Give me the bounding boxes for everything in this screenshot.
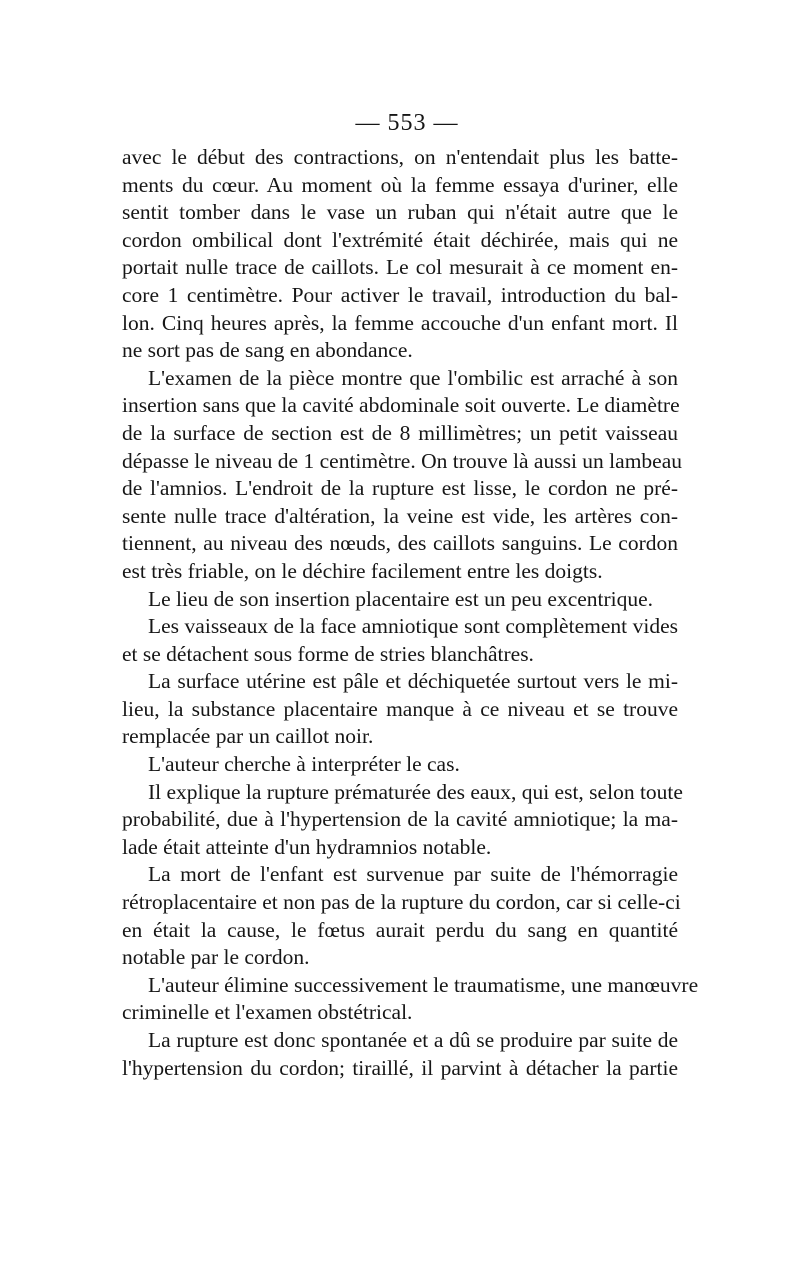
text-line: L'auteur élimine successivement le traumatisme, une manœuvre [148,972,699,997]
paragraph [122,779,683,862]
paragraph [122,613,678,668]
text-line: lade était atteinte d'un hydramnios notable. [122,834,492,859]
text-line: et se détachent sous forme de stries blanchâtres. [122,641,534,666]
text-line: La rupture est donc spontanée et a dû se produire par suite de [148,1028,678,1052]
text-line: La surface utérine est pâle et déchiquetée surtout vers le mi- [148,669,678,694]
text-line: Les vaisseaux de la face amniotique sont complètement vides [148,614,678,639]
paragraph [122,365,682,586]
text-line: ments du cœur. Au moment où la femme essaya d'uriner, elle [122,172,678,197]
text-line: de la surface de section est de 8 millimètres; un petit vaisseau [122,420,678,445]
paragraph [122,751,678,779]
paragraph [122,668,678,751]
text-line: probabilité, due à l'hypertension de la cavité amniotique; la ma- [122,807,678,832]
text-line: ne sort pas de sang en abondance. [122,338,413,363]
text-line: en était la cause, le fœtus aurait perdu du sang en quantité [122,917,678,942]
text-line: rétroplacentaire et non pas de la rupture du cordon, car si celle-ci [122,890,681,915]
text-line: lieu, la substance placentaire manque à ce niveau et se trouve [122,696,678,721]
paragraph [122,861,681,971]
text-line: remplacée par un caillot noir. [122,724,374,749]
text-line: L'examen de la pièce montre que l'ombilic est arraché à son [148,365,678,390]
text-line: notable par le cordon. [122,945,310,970]
text-line: l'hypertension du cordon; tiraillé, il parvint à détacher la partie [122,1055,678,1080]
text-line: La mort de l'enfant est survenue par suite de l'hémorragie [148,862,678,887]
page-number: — 553 — [355,110,459,136]
text-line: lon. Cinq heures après, la femme accouche d'un enfant mort. Il [122,310,678,335]
text-line: insertion sans que la cavité abdominale soit ouverte. Le diamètre [122,393,680,418]
paragraph [122,586,678,614]
text-line: Il explique la rupture prématurée des eaux, qui est, selon toute [148,779,683,804]
text-line: criminelle et l'examen obstétrical. [122,1000,413,1025]
text-line: cordon ombilical dont l'extrémité était déchirée, mais qui ne [122,227,678,252]
text-line: de l'amnios. L'endroit de la rupture est lisse, le cordon ne pré- [122,476,678,501]
text-line: est très friable, on le déchire facilement entre les doigts. [122,558,603,583]
body-text [122,144,699,1082]
text-line: portait nulle trace de caillots. Le col mesurait à ce moment en- [122,255,678,280]
text-line: dépasse le niveau de 1 centimètre. On trouve là aussi un lambeau [122,448,682,473]
text-line: L'auteur cherche à interpréter le cas. [148,752,460,777]
paragraph [122,1027,678,1082]
text-line: core 1 centimètre. Pour activer le travail, introduction du bal- [122,282,678,307]
text-line: Le lieu de son insertion placentaire est un peu excentrique. [148,586,654,611]
text-line: sente nulle trace d'altération, la veine est vide, les artères con- [122,503,678,528]
paragraph [122,144,678,365]
text-line: avec le début des contractions, on n'entendait plus les batte- [122,145,678,169]
text-line: sentit tomber dans le vase un ruban qui n'était autre que le [122,200,678,225]
paragraph [122,972,699,1027]
text-line: tiennent, au niveau des nœuds, des caillots sanguins. Le cordon [122,531,678,556]
